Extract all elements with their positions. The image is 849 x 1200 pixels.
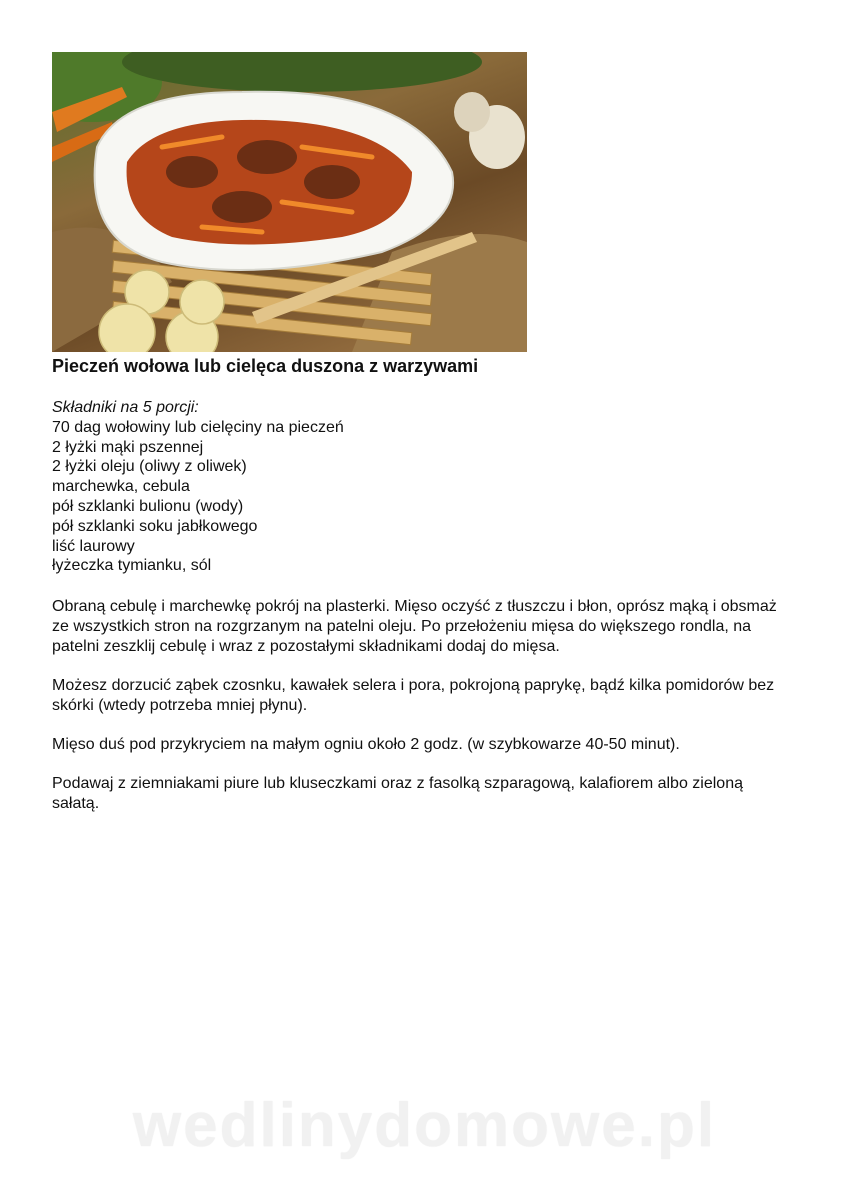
instruction-paragraph: Możesz dorzucić ząbek czosnku, kawałek selera i pora, pokrojoną paprykę, bądź kilka pomidorów bez skórki (wtedy potrzeba mniej płynu). — [52, 677, 775, 714]
instruction-paragraph: Podawaj z ziemniakami piure lub kluseczkami oraz z fasolką szparagową, kalafiorem albo zieloną sałatą. — [52, 775, 743, 812]
ingredient-item: liść laurowy — [52, 537, 135, 555]
watermark: wedlinydomowe.pl — [132, 1091, 717, 1160]
ingredient-item: pół szklanki soku jabłkowego — [52, 517, 258, 535]
instruction-paragraph: Obraną cebulę i marchewkę pokrój na plasterki. Mięso oczyść z tłuszczu i błon, oprósz mąką i obsmaż ze wszystkich stron na rozgrzanym na patelni oleju. Po przełożeniu mięsa do większego rondla, na patelni zeszklij cebulę i wraz z pozostałymi składnikami dodaj do mięsa. — [52, 598, 777, 655]
instruction-paragraph: Mięso duś pod przykryciem na małym ogniu około 2 godz. (w szybkowarze 40-50 minut). — [52, 736, 680, 753]
recipe-title: Pieczeń wołowa lub cielęca duszona z warzywami — [52, 356, 479, 376]
dish-illustration — [52, 52, 527, 352]
ingredients-list — [52, 398, 344, 576]
ingredient-item: 2 łyżki mąki pszennej — [52, 438, 204, 456]
ingredient-item: 70 dag wołowiny lub cielęciny na pieczeń — [52, 418, 344, 436]
dish-photo — [52, 52, 527, 352]
ingredients-heading: Składniki na 5 porcji: — [52, 399, 199, 416]
ingredient-item: pół szklanki bulionu (wody) — [52, 497, 244, 515]
ingredient-item: marchewka, cebula — [52, 478, 190, 496]
ingredient-item: łyżeczka tymianku, sól — [52, 557, 212, 575]
ingredient-item: 2 łyżki oleju (oliwy z oliwek) — [52, 458, 247, 476]
